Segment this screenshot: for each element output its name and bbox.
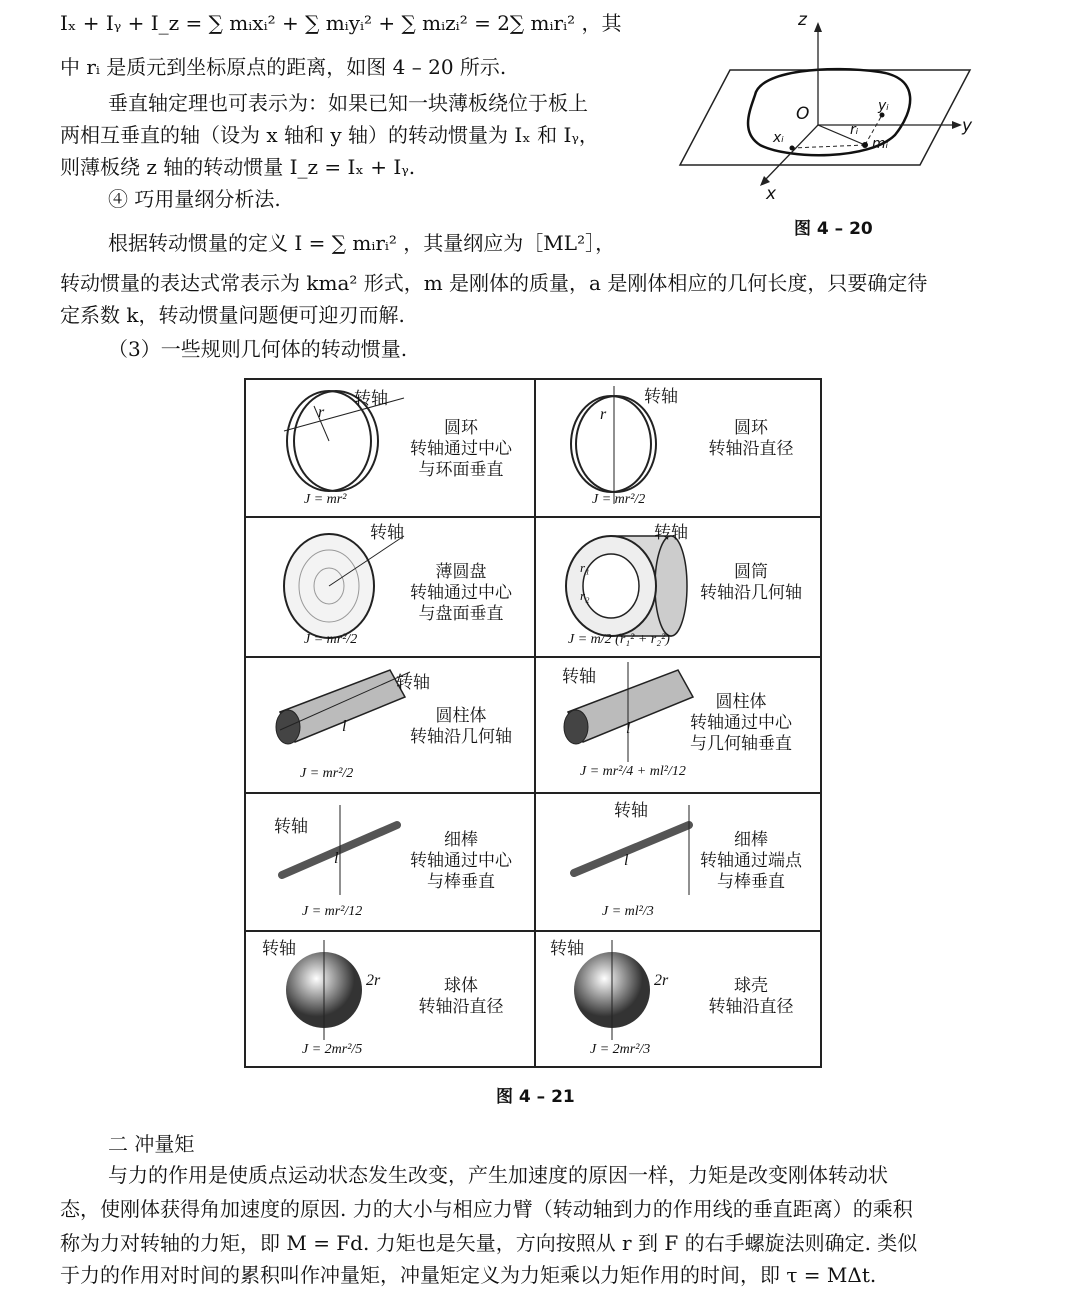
dim-r1: r₁ (580, 560, 590, 575)
text-line: 态，使刚体获得角加速度的原因. 力的大小与相应力臂（转动轴到力的作用线的垂直距离）的乘积 (60, 1197, 913, 1221)
cell-formula: J = mr²/4 + ml²/12 (580, 764, 686, 779)
text-line: 垂直轴定理也可表示为：如果已知一块薄板绕位于板上 (108, 91, 588, 115)
cell-desc: 与棒垂直 (427, 872, 495, 892)
dim-r: r (318, 404, 325, 421)
cell-desc: 转轴通过中心 (410, 583, 512, 603)
cell-formula: J = mr²/2 (304, 632, 358, 647)
axis-word: 转轴 (262, 939, 296, 959)
xi-label: xᵢ (773, 130, 784, 146)
text-line: （3）一些规则几何体的转动惯量. (108, 337, 408, 361)
cell-formula: J = mr²/2 (300, 766, 354, 781)
cell-desc: 转轴通过端点 (700, 851, 802, 871)
dim-r2: r₂ (580, 588, 590, 603)
origin-label: O (796, 104, 810, 124)
mi-label: mᵢ (872, 136, 889, 152)
cell-formula: J = mr²/2 (592, 492, 646, 507)
formula-line: Iₓ + Iᵧ + I_z = ∑ mᵢxᵢ² + ∑ mᵢyᵢ² + ∑ mᵢzᵢ² = 2∑ mᵢrᵢ² ，其 (60, 11, 622, 35)
text-line: ④ 巧用量纲分析法. (108, 187, 281, 211)
cell-name: 细棒 (444, 830, 478, 850)
axis-word: 转轴 (614, 801, 648, 821)
axis-word: 转轴 (370, 523, 404, 543)
figure-4-21-table (244, 378, 822, 1068)
axis-word: 转轴 (550, 939, 584, 959)
z-label: z (798, 10, 807, 30)
axis-word: 转轴 (354, 389, 388, 409)
dim-2r: 2r (654, 972, 669, 989)
cell-desc: 转轴通过中心 (410, 439, 512, 459)
y-label: y (962, 116, 973, 136)
dim-l: l (342, 718, 347, 735)
section-heading: 二 冲量矩 (108, 1132, 195, 1156)
axis-word: 转轴 (644, 387, 678, 407)
text-line: 称为力对转轴的力矩，即 M = Fd. 力矩也是矢量，方向按照从 r 到 F 的右手螺旋法则确定. 类似 (60, 1231, 918, 1255)
yi-label: yᵢ (878, 98, 889, 114)
cell-formula: J = m/2 (r₁² + r₂²) (568, 632, 670, 647)
dim-l: l (624, 852, 629, 869)
figure-4-20-caption: 图 4 – 20 (794, 219, 873, 239)
text-line: 于力的作用对时间的累积叫作冲量矩，冲量矩定义为力矩乘以力矩作用的时间，即 τ = MΔt. (60, 1263, 877, 1287)
cell-desc: 与棒垂直 (717, 872, 785, 892)
dim-2r: 2r (366, 972, 381, 989)
figure-4-20 (670, 10, 990, 210)
cell-formula: J = mr² (304, 492, 347, 507)
cell-name: 圆环 (734, 418, 768, 438)
cell-name: 圆环 (444, 418, 478, 438)
cell-desc: 转轴沿直径 (708, 997, 794, 1017)
cell-name: 圆柱体 (435, 706, 487, 726)
cell-desc: 转轴沿几何轴 (410, 727, 512, 747)
x-label: x (766, 184, 777, 204)
cell-name: 圆柱体 (715, 692, 767, 712)
dim-l: l (626, 720, 631, 737)
cell-desc: 与环面垂直 (418, 460, 504, 480)
cell-desc: 转轴沿直径 (418, 997, 504, 1017)
text-line: 中 rᵢ 是质元到坐标原点的距离，如图 4 – 20 所示. (60, 55, 507, 79)
cell-desc: 转轴通过中心 (410, 851, 512, 871)
cell-name: 球体 (444, 976, 478, 996)
cell-desc: 转轴通过中心 (690, 713, 792, 733)
cell-name: 薄圆盘 (435, 562, 487, 582)
cell-name: 圆筒 (734, 562, 768, 582)
dim-l: l (334, 850, 339, 867)
cell-name: 细棒 (734, 830, 768, 850)
cell-desc: 转轴沿直径 (708, 439, 794, 459)
cell-formula: J = 2mr²/3 (590, 1042, 651, 1057)
cell-desc: 转轴沿几何轴 (700, 583, 802, 603)
figure-4-21-caption: 图 4 – 21 (496, 1087, 575, 1107)
axis-word: 转轴 (654, 523, 688, 543)
text-line: 与力的作用是使质点运动状态发生改变，产生加速度的原因一样，力矩是改变刚体转动状 (108, 1163, 888, 1187)
shape-cylinder-tube-icon (556, 526, 696, 646)
cell-name: 球壳 (734, 976, 768, 996)
text-line: 转动惯量的表达式常表示为 kma² 形式，m 是刚体的质量，a 是刚体相应的几何长度，只要确定待 (60, 271, 928, 295)
text-line: 定系数 k，转动惯量问题便可迎刃而解. (60, 303, 405, 327)
text-line: 两相互垂直的轴（设为 x 轴和 y 轴）的转动惯量为 Iₓ 和 Iᵧ， (60, 123, 599, 147)
cell-formula: J = mr²/12 (302, 904, 363, 919)
dim-r: r (600, 406, 607, 423)
cell-formula: J = 2mr²/5 (302, 1042, 363, 1057)
ri-label: rᵢ (850, 122, 859, 138)
text-line: 则薄板绕 z 轴的转动惯量 I_z = Iₓ + Iᵧ. (60, 155, 416, 179)
cell-desc: 与盘面垂直 (418, 604, 504, 624)
axis-word: 转轴 (396, 673, 430, 693)
cell-desc: 与几何轴垂直 (690, 734, 792, 754)
cell-formula: J = ml²/3 (602, 904, 654, 919)
axis-word: 转轴 (274, 817, 308, 837)
axis-word: 转轴 (562, 667, 596, 687)
text-line: 根据转动惯量的定义 I = ∑ mᵢrᵢ² ，其量纲应为［ML²］， (108, 231, 616, 255)
